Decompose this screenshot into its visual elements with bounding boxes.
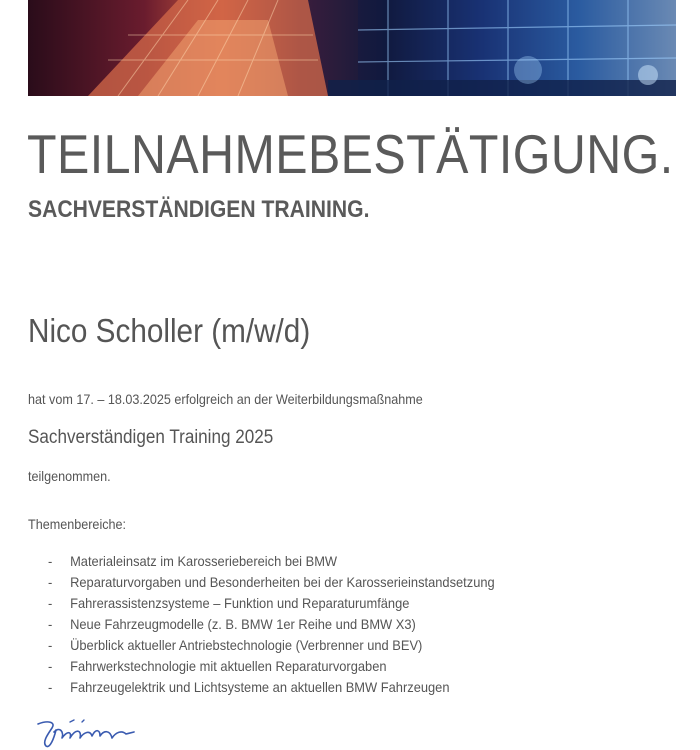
topic-text: Fahrzeugelektrik und Lichtsysteme an aktuellen BMW Fahrzeugen — [70, 679, 450, 695]
completion-text: teilgenommen. — [28, 468, 111, 484]
page-title: TEILNAHMEBESTÄTIGUNG. — [27, 123, 674, 185]
bullet-dash: - — [48, 637, 53, 653]
header-banner-image — [28, 0, 676, 96]
topic-text: Fahrerassistenzsysteme – Funktion und Reparaturumfänge — [70, 595, 410, 611]
topics-heading: Themenbereiche: — [28, 516, 127, 532]
bullet-dash: - — [48, 574, 53, 590]
list-item — [48, 572, 495, 593]
list-item — [48, 677, 495, 698]
bullet-dash: - — [48, 658, 53, 674]
topic-text: Überblick aktueller Antriebstechnologie (Verbrenner und BEV) — [70, 637, 423, 653]
topics-list — [48, 551, 534, 698]
list-item — [48, 614, 495, 635]
bullet-dash: - — [48, 553, 53, 569]
bullet-dash: - — [48, 616, 53, 632]
attendance-statement: hat vom 17. – 18.03.2025 erfolgreich an der Weiterbildungsmaßnahme — [28, 391, 423, 407]
page-subtitle: SACHVERSTÄNDIGEN TRAINING. — [28, 196, 370, 223]
course-name: Sachverständigen Training 2025 — [28, 427, 274, 448]
list-item — [48, 635, 495, 656]
list-item — [48, 656, 495, 677]
handwritten-signature — [34, 716, 144, 750]
bullet-dash: - — [48, 679, 53, 695]
topic-text: Fahrwerkstechnologie mit aktuellen Reparaturvorgaben — [70, 658, 387, 674]
topic-text: Materialeinsatz im Karosseriebereich bei BMW — [70, 553, 338, 569]
participant-name: Nico Scholler (m/w/d) — [28, 312, 311, 349]
topic-text: Reparaturvorgaben und Besonderheiten bei der Karosserieinstandsetzung — [70, 574, 495, 590]
list-item — [48, 593, 495, 614]
architecture-photo — [28, 0, 676, 96]
topic-text: Neue Fahrzeugmodelle (z. B. BMW 1er Reihe und BMW X3) — [70, 616, 416, 632]
bullet-dash: - — [48, 595, 53, 611]
list-item — [48, 551, 495, 572]
